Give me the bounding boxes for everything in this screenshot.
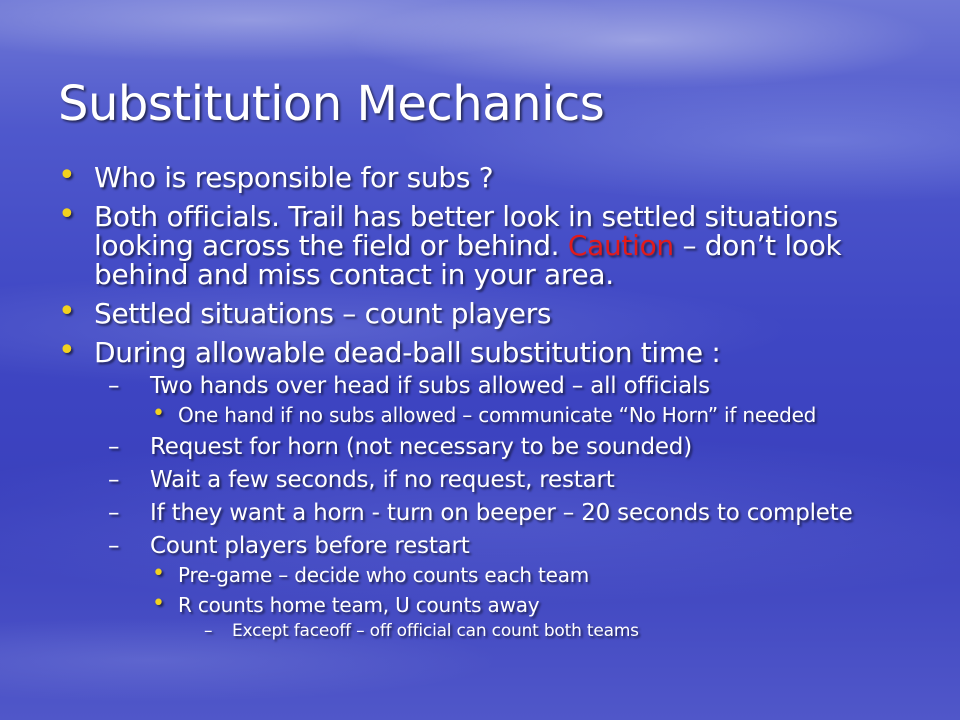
bullet-icon: •	[152, 591, 165, 616]
bullet-text: – don’t look behind and miss contact in your area.	[94, 229, 842, 291]
sub-sub-item-text: R counts home team, U counts away	[178, 593, 540, 617]
sub-item-text: Two hands over head if subs allowed – all officials	[150, 373, 710, 399]
dash-icon: –	[108, 533, 120, 559]
sub-item-text: Wait a few seconds, if no request, restart	[150, 467, 615, 493]
sub-item-text: Count players before restart	[150, 533, 470, 559]
caution-highlight: Caution	[567, 229, 674, 262]
bullet-icon: •	[58, 158, 76, 193]
bullet-item	[58, 158, 918, 194]
sub-sub-list	[150, 563, 918, 642]
sub-item	[108, 467, 918, 493]
bullet-icon: •	[58, 294, 76, 329]
bullet-text: Who is responsible for subs ?	[94, 161, 494, 194]
bullet-icon: •	[58, 197, 76, 232]
bullet-text: During allowable dead-ball substitution time :	[94, 336, 721, 369]
sub-sub-item	[152, 563, 918, 587]
sub-item-text: Request for horn (not necessary to be sounded)	[150, 434, 692, 460]
sub-item	[108, 500, 918, 526]
sub-sub-list	[150, 403, 918, 427]
sub-sub-item	[152, 593, 918, 642]
dash-icon: –	[108, 373, 120, 399]
dash-icon: –	[108, 500, 120, 526]
bullet-text: Both officials. Trail has better look in settled situations looking across the field or behind.	[94, 200, 839, 262]
sub-item	[108, 434, 918, 460]
sub-item	[108, 533, 918, 642]
sub-list	[94, 373, 918, 642]
bullet-icon: •	[58, 333, 76, 368]
dash-icon: –	[204, 621, 213, 641]
deepest-item-text: Except faceoff – off official can count both teams	[232, 621, 639, 641]
bullet-item	[58, 197, 918, 291]
bullet-icon: •	[152, 401, 165, 426]
bullet-list	[58, 158, 918, 652]
deepest-list	[178, 621, 918, 642]
sub-item-text: If they want a horn - turn on beeper – 20 seconds to complete	[150, 500, 853, 526]
dash-icon: –	[108, 434, 120, 460]
dash-icon: –	[108, 467, 120, 493]
deepest-item	[204, 621, 918, 642]
sub-sub-item	[152, 403, 918, 427]
bullet-item	[58, 294, 918, 330]
sub-item	[108, 373, 918, 427]
sub-sub-item-text: One hand if no subs allowed – communicate “No Horn” if needed	[178, 403, 817, 427]
bullet-text: Settled situations – count players	[94, 297, 552, 330]
bullet-icon: •	[152, 561, 165, 586]
bullet-item	[58, 333, 918, 642]
slide-title: Substitution Mechanics	[58, 76, 605, 132]
sub-sub-item-text: Pre-game – decide who counts each team	[178, 563, 590, 587]
